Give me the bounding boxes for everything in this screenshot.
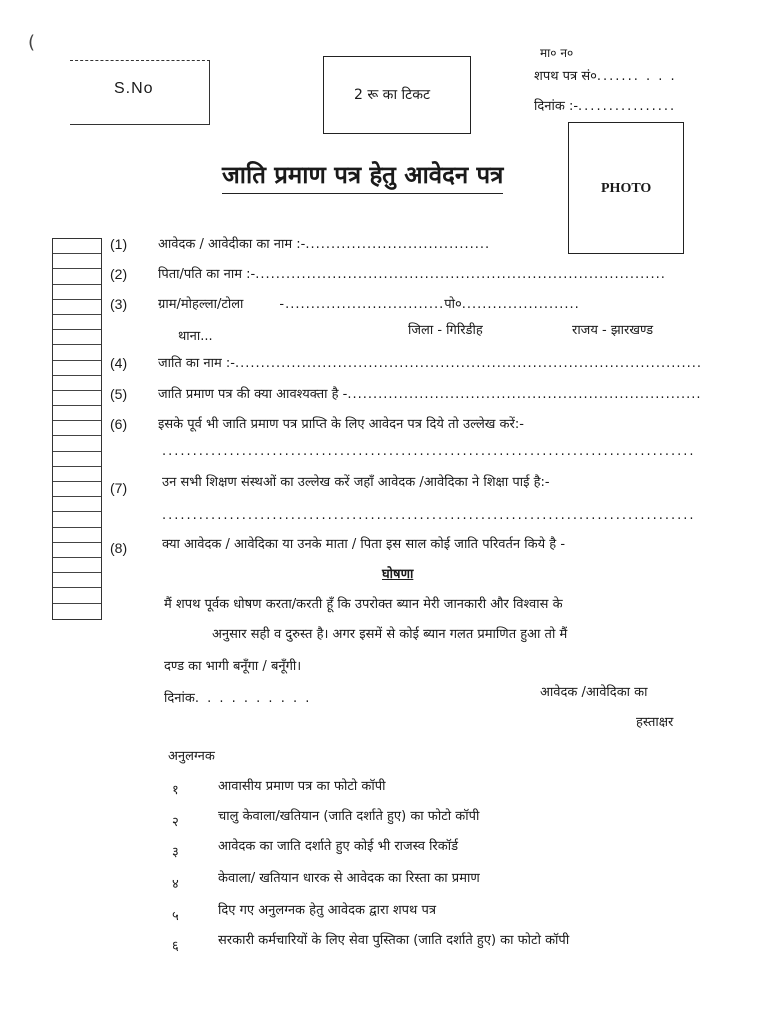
- annexure-item-6: सरकारी कर्मचारियों के लिए सेवा पुस्तिका (जाति दर्शाते हुए) का फोटो कॉपी: [218, 933, 570, 948]
- field-2-father-name[interactable]: पिता/पति का नाम :-................................................................................: [158, 267, 666, 282]
- annexure-item-num: ६: [172, 939, 179, 954]
- field-3-village[interactable]: ग्राम/मोहल्ला/टोला -...............................पो०.......................: [158, 297, 580, 312]
- annexure-item-num: २: [172, 815, 179, 830]
- photo-box: [568, 122, 684, 254]
- annexure-item-num: ५: [172, 909, 179, 924]
- ref-code: मा० न०: [540, 46, 574, 60]
- field-state: राजय - झारखण्ड: [572, 323, 654, 338]
- field-7-answer-line[interactable]: .......................................................................................: [162, 508, 696, 523]
- margin-strip: [52, 238, 102, 620]
- sno-box: [70, 60, 210, 125]
- declaration-date[interactable]: दिनांक. . . . . . . . . .: [164, 691, 312, 706]
- affidavit-number: शपथ पत्र सं०....... . . .: [534, 69, 677, 84]
- field-1-applicant-name[interactable]: आवेदक / आवेदीका का नाम :-....................................: [158, 237, 491, 252]
- annexure-item-3: आवेदक का जाति दर्शाते हुए कोई भी राजस्व रिकॉर्ड: [218, 839, 459, 854]
- corner-mark: (: [28, 32, 36, 53]
- annexure-item-num: १: [172, 783, 179, 798]
- field-5-need[interactable]: जाति प्रमाण पत्र की क्या आवश्यक्ता है -.....................................................................: [158, 387, 702, 402]
- field-4-caste-name[interactable]: जाति का नाम :-...........................................................................................: [158, 356, 703, 371]
- stamp-label: 2 रू का टिकट: [354, 87, 431, 103]
- declaration-line-1: मैं शपथ पूर्वक धोषण करता/करती हूँ कि उपरोक्त ब्यान मेरी जानकारी और विश्वास के: [164, 597, 563, 612]
- field-7-institutions: उन सभी शिक्षण संस्थओं का उल्लेख करें जहाँ आवेदक /आवेदिका ने शिक्षा पाई है:-: [162, 475, 550, 490]
- field-5-num: (5): [110, 386, 128, 402]
- field-6-previous-application: इसके पूर्व भी जाति प्रमाण पत्र प्राप्ति के लिए आवेदन पत्र दिये तो उल्लेख करें:-: [158, 417, 524, 432]
- field-6-answer-line[interactable]: .......................................................................................: [162, 444, 696, 459]
- field-7-num: (7): [110, 480, 128, 496]
- annexure-item-num: ४: [172, 877, 179, 892]
- annexure-item-1: आवासीय प्रमाण पत्र का फोटो कॉपी: [218, 779, 386, 794]
- annexure-item-5: दिए गए अनुलग्नक हेतु आवेदक द्वारा शपथ पत्र: [218, 903, 437, 918]
- stamp-box: [323, 56, 471, 134]
- field-6-num: (6): [110, 416, 128, 432]
- declaration-line-3: दण्ड का भागी बनूँगा / बनूँगी।: [164, 659, 302, 674]
- field-8-caste-change: क्या आवेदक / आवेदिका या उनके माता / पिता इस साल कोई जाति परिवर्तन किये है -: [162, 537, 566, 552]
- declaration-heading: घोषणा: [382, 567, 414, 582]
- field-2-num: (2): [110, 266, 128, 282]
- field-district: जिला - गिरिडीह: [408, 323, 483, 338]
- field-3-num: (3): [110, 296, 128, 312]
- annexure-heading: अनुलग्नक: [168, 749, 215, 764]
- sno-label: S.No: [114, 80, 154, 97]
- page-title: जाति प्रमाण पत्र हेतु आवेदन पत्र: [222, 158, 503, 194]
- applicant-label: आवेदक /आवेदिका का: [540, 685, 648, 700]
- annexure-item-4: केवाला/ खतियान धारक से आवेदक का रिस्ता का प्रमाण: [218, 871, 480, 886]
- annexure-item-num: ३: [172, 845, 179, 860]
- field-8-num: (8): [110, 540, 128, 556]
- field-4-num: (4): [110, 355, 128, 371]
- photo-label: PHOTO: [601, 181, 652, 196]
- declaration-line-2: अनुसार सही व दुरुस्त है। अगर इसमें से कोई ब्यान गलत प्रमाणित हुआ तो मैं: [212, 627, 568, 642]
- field-police-station[interactable]: थाना...: [178, 329, 213, 344]
- field-1-num: (1): [110, 236, 128, 252]
- annexure-item-2: चालु केवाला/खतियान (जाति दर्शाते हुए) का फोटो कॉपी: [218, 809, 480, 824]
- date-field: दिनांक :-................: [534, 99, 677, 114]
- signature-label: हस्ताक्षर: [636, 715, 674, 730]
